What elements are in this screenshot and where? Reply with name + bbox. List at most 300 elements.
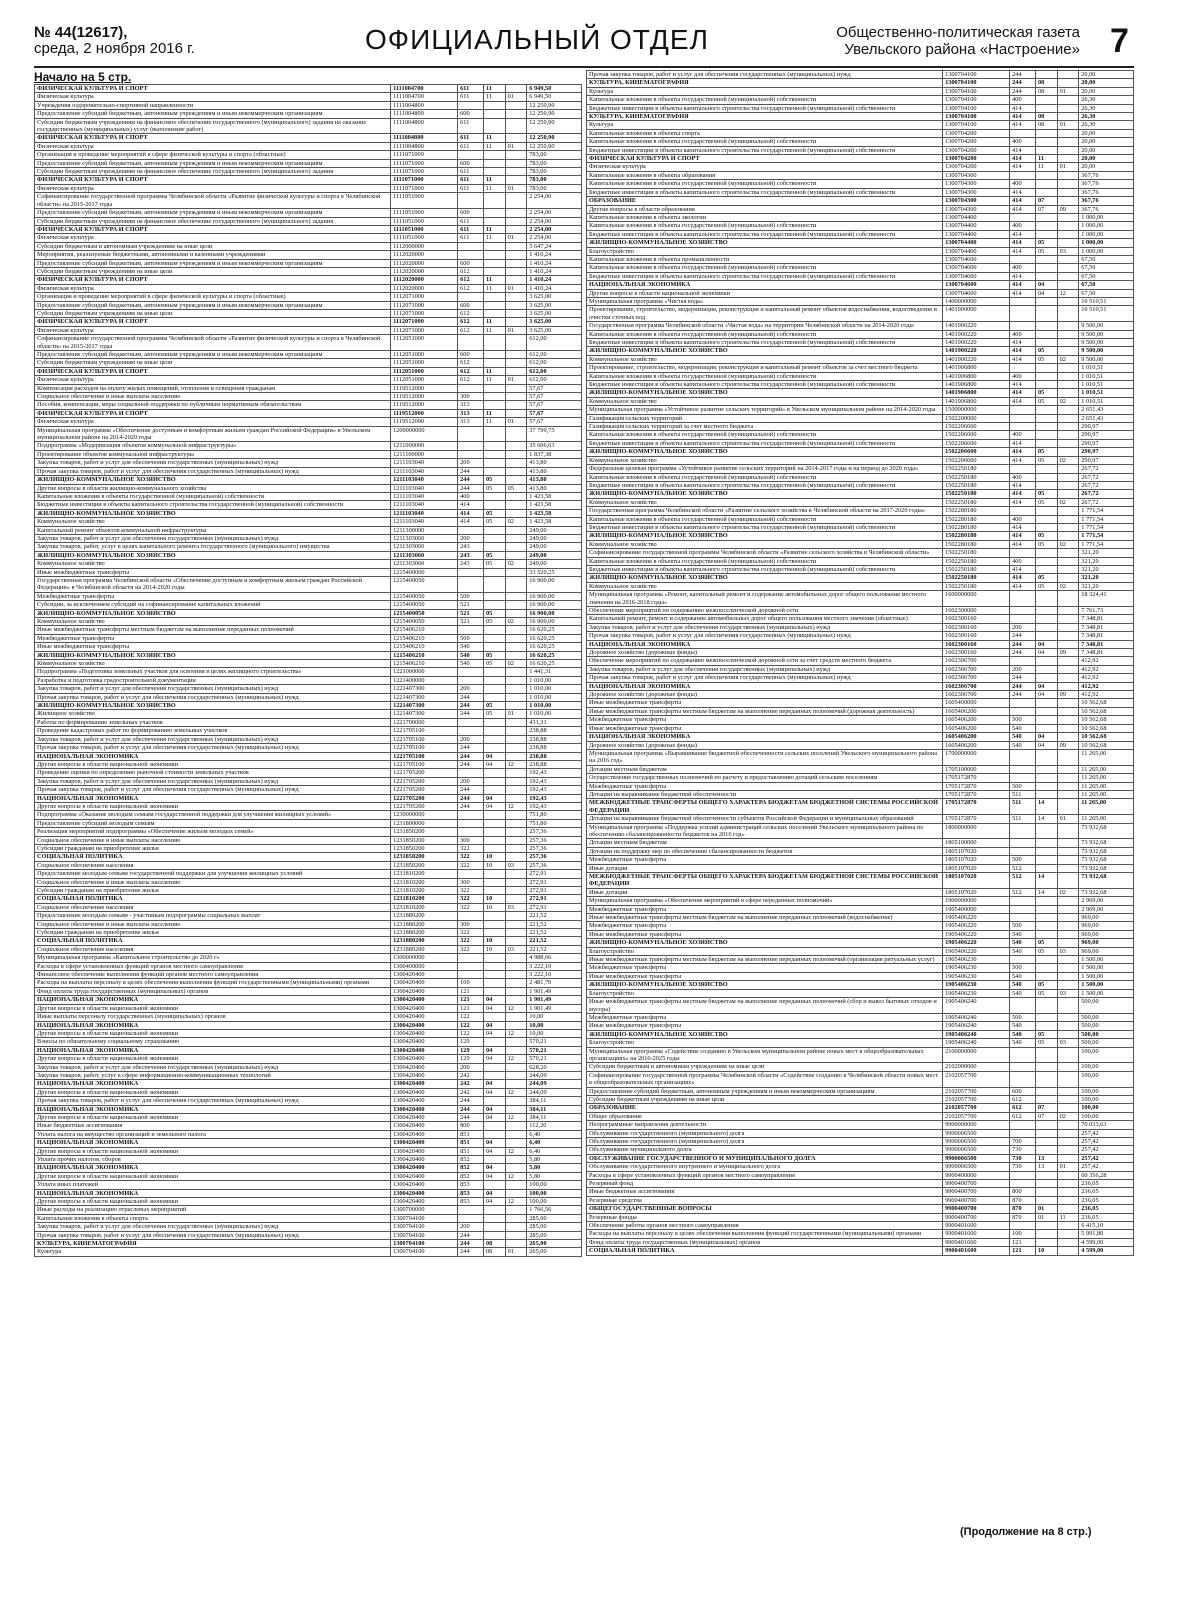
table-row (35, 819, 582, 827)
row-kvr: 853 (458, 1189, 484, 1197)
row-sum: 500,00 (1079, 1022, 1134, 1030)
row-section: 05 (1035, 574, 1057, 582)
row-sum: 35 606,63 (527, 442, 582, 450)
row-code: 1200000000 (391, 426, 458, 442)
table-row (35, 929, 582, 937)
row-kvr: 600 (458, 159, 484, 167)
row-subsection: 12 (505, 1147, 527, 1155)
row-code: 1215400050 (391, 609, 458, 617)
newspaper-name-line1: Общественно-политическая газета (836, 24, 1080, 41)
row-sum: 367,76 (1079, 188, 1134, 196)
row-kvr: 244 (1010, 87, 1036, 95)
row-name: Физическая культура (35, 376, 391, 384)
row-sum: 413,80 (527, 476, 582, 484)
row-kvr (1010, 423, 1036, 431)
row-kvr: 612 (458, 267, 484, 275)
table-row (35, 159, 582, 167)
row-section (483, 954, 505, 962)
row-name: Субсидии гражданам на приобретение жилья (35, 929, 391, 937)
row-name: Коммунальное хозяйство (35, 560, 391, 568)
row-sum: 321,20 (1079, 549, 1134, 557)
row-sum: 367,76 (1079, 171, 1134, 179)
row-section (1035, 171, 1057, 179)
row-code: 1300420400 (391, 1004, 458, 1012)
row-kvr: 244 (458, 484, 484, 492)
row-code: 1221407300 (391, 710, 458, 718)
row-section: 04 (1035, 281, 1057, 289)
row-code: 1211103040 (391, 476, 458, 484)
table-row (35, 870, 582, 878)
table-row (35, 1147, 582, 1155)
table-row (35, 718, 582, 726)
table-row (35, 1248, 582, 1256)
table-row (35, 853, 582, 861)
row-sum: 783,00 (527, 168, 582, 176)
row-sum: 1 500,00 (1079, 956, 1134, 964)
row-section (483, 359, 505, 367)
row-section: 11 (483, 367, 505, 375)
row-name: Капитальные вложения в объекты государственной (муниципальной) собственности (587, 330, 943, 338)
table-row (587, 1087, 1134, 1095)
row-name: НАЦИОНАЛЬНАЯ ЭКОНОМИКА (35, 1189, 391, 1197)
row-name: Предоставление субсидий бюджетным, автономным учреждениям и иным некоммерческим организациям (35, 159, 391, 167)
row-name: Иные расходы на реализацию отраслевых мероприятий (35, 1206, 391, 1214)
row-subsection (1057, 939, 1079, 947)
table-row (35, 459, 582, 467)
row-name: Капитальные вложения в объекты государственной (муниципальной) собственности (35, 492, 391, 500)
row-kvr: 611 (458, 118, 484, 134)
row-code: 1300420400 (391, 1172, 458, 1180)
row-section: 04 (1035, 691, 1057, 699)
row-sum: 272,91 (527, 903, 582, 911)
row-subsection (505, 509, 527, 517)
row-name: Капитальные вложения в объекты спорта (35, 1214, 391, 1222)
row-section: 04 (1035, 649, 1057, 657)
row-kvr: 121 (1010, 1247, 1036, 1255)
row-name: Физическая культура (35, 234, 391, 242)
row-subsection (505, 979, 527, 987)
row-subsection (1057, 473, 1079, 481)
row-sum: 412,92 (1079, 674, 1134, 682)
row-sum: 3 625,00 (527, 318, 582, 326)
row-subsection (1057, 856, 1079, 864)
row-code: 1300420400 (391, 1097, 458, 1105)
row-name: Другие вопросы в области национальной экономики (35, 1088, 391, 1096)
row-name: НАЦИОНАЛЬНАЯ ЭКОНОМИКА (587, 281, 943, 289)
row-section (1035, 1121, 1057, 1129)
table-row (35, 685, 582, 693)
row-name: НАЦИОНАЛЬНАЯ ЭКОНОМИКА (35, 752, 391, 760)
row-kvr: 414 (1010, 381, 1036, 389)
row-subsection (505, 668, 527, 676)
table-row (35, 1223, 582, 1231)
row-name: ЖИЛИЩНО-КОММУНАЛЬНОЕ ХОЗЯЙСТВО (35, 476, 391, 484)
row-code: 1401900220 (943, 355, 1010, 363)
row-name: Дорожное хозяйство (дорожные фонды) (587, 649, 943, 657)
table-row (35, 971, 582, 979)
row-kvr: 730 (1010, 1163, 1036, 1171)
row-kvr: 612 (458, 359, 484, 367)
row-section (1035, 507, 1057, 515)
row-name: Культура (587, 87, 943, 95)
row-section: 11 (483, 326, 505, 334)
row-section (483, 501, 505, 509)
row-section (1035, 549, 1057, 557)
row-kvr: 414 (458, 501, 484, 509)
row-section (483, 844, 505, 852)
table-row (587, 724, 1134, 732)
table-row (35, 251, 582, 259)
row-kvr: 129 (458, 1038, 484, 1046)
row-section: 07 (1035, 1112, 1057, 1120)
row-subsection (505, 1240, 527, 1248)
row-section (483, 442, 505, 450)
row-kvr: 322 (458, 903, 484, 911)
row-name: Предоставление молодым семьям - участникам подпрограммы социальных выплат (35, 912, 391, 920)
table-row (587, 1013, 1134, 1021)
row-sum: 11 265,00 (1079, 815, 1134, 823)
row-kvr (1010, 1222, 1036, 1230)
row-subsection (505, 1038, 527, 1046)
row-section (1035, 823, 1057, 839)
row-subsection (1057, 197, 1079, 205)
table-row (587, 129, 1134, 137)
row-section (483, 1231, 505, 1239)
row-subsection (505, 1122, 527, 1130)
row-subsection (505, 301, 527, 309)
row-name: Прочая закупка товаров, работ и услуг для обеспечения государственных (муниципальных) нужд (35, 744, 391, 752)
row-kvr: 121 (458, 987, 484, 995)
row-sum: 249,00 (527, 560, 582, 568)
row-subsection (505, 626, 527, 634)
row-section: 05 (1035, 397, 1057, 405)
table-row (587, 481, 1134, 489)
row-sum: 257,36 (527, 853, 582, 861)
table-row (587, 774, 1134, 782)
row-code: 1215406210 (391, 651, 458, 659)
page-number: 7 (1110, 22, 1129, 60)
row-name: Иные межбюджетные трансферты (35, 568, 391, 576)
row-section (1035, 998, 1057, 1014)
table-row (587, 330, 1134, 338)
row-sum: 221,52 (527, 920, 582, 928)
row-name: Другие вопросы в области национальной экономики (35, 802, 391, 810)
row-subsection (1057, 1087, 1079, 1095)
row-name: СОЦИАЛЬНАЯ ПОЛИТИКА (587, 1247, 943, 1255)
row-kvr: 244 (458, 786, 484, 794)
row-name: НАЦИОНАЛЬНАЯ ЭКОНОМИКА (587, 682, 943, 690)
row-name: Иные бюджетные ассигнования (587, 1188, 943, 1196)
row-kvr: 244 (458, 1113, 484, 1121)
row-section: 05 (1035, 532, 1057, 540)
row-kvr (458, 151, 484, 159)
row-subsection (505, 259, 527, 267)
row-section (483, 118, 505, 134)
row-sum: 783,00 (527, 159, 582, 167)
table-row (35, 794, 582, 802)
row-name: Иные межбюджетные трансферты (587, 972, 943, 980)
row-subsection (1057, 180, 1079, 188)
table-row (587, 897, 1134, 905)
row-sum: 384,11 (527, 1105, 582, 1113)
table-row (587, 490, 1134, 498)
row-sum: 612,00 (527, 359, 582, 367)
row-section: 10 (483, 861, 505, 869)
row-code: 1800000000 (943, 823, 1010, 839)
row-code: 1300420400 (391, 996, 458, 1004)
row-subsection (505, 209, 527, 217)
row-subsection (1057, 640, 1079, 648)
table-row (35, 193, 582, 209)
row-code: 1211300000 (391, 526, 458, 534)
row-subsection (505, 193, 527, 209)
row-sum: 4 599,00 (1079, 1238, 1134, 1246)
row-sum: 6 949,50 (527, 93, 582, 101)
row-name: Другие вопросы в области жилищно-коммунального хозяйства (35, 484, 391, 492)
row-kvr: 122 (458, 1013, 484, 1021)
table-row (587, 905, 1134, 913)
row-code: 1502206600 (943, 439, 1010, 447)
row-section (483, 293, 505, 301)
row-code: 1300420400 (391, 1198, 458, 1206)
row-subsection (505, 1231, 527, 1239)
table-row (35, 1063, 582, 1071)
row-kvr: 400 (1010, 330, 1036, 338)
row-name: НАЦИОНАЛЬНАЯ ЭКОНОМИКА (35, 1164, 391, 1172)
row-code: 1112071000 (391, 318, 458, 326)
table-row (35, 861, 582, 869)
row-name: Муниципальная программа «Чистая вода» (587, 297, 943, 305)
newspaper-name-line2: Увельского района «Настроение» (844, 41, 1080, 58)
row-name: МЕЖБЮДЖЕТНЫЕ ТРАНСФЕРТЫ ОБЩЕГО ХАРАКТЕРА БЮДЖЕТАМ БЮДЖЕТНОЙ СИСТЕМЫ РОССИЙСКОЙ ФЕДЕРАЦИИ (587, 873, 943, 889)
row-kvr: 853 (458, 1181, 484, 1189)
row-sum: 3 222,10 (527, 962, 582, 970)
row-code: 1300420400 (391, 1139, 458, 1147)
row-sum: 100,00 (527, 1189, 582, 1197)
row-code: 1221407300 (391, 702, 458, 710)
table-row (587, 790, 1134, 798)
row-kvr: 243 (458, 560, 484, 568)
table-row (35, 1181, 582, 1189)
row-subsection (505, 735, 527, 743)
row-sum: 16 900,00 (527, 609, 582, 617)
row-section: 11 (483, 418, 505, 426)
row-code: 1300420400 (391, 1013, 458, 1021)
row-code: 1502250180 (943, 565, 1010, 573)
row-subsection (1057, 372, 1079, 380)
row-subsection (1057, 549, 1079, 557)
row-kvr: 870 (1010, 1205, 1036, 1213)
table-row (587, 289, 1134, 297)
row-kvr: 244 (458, 794, 484, 802)
table-row (35, 151, 582, 159)
row-code: 1300704100 (943, 87, 1010, 95)
row-code: 9900400700 (943, 1213, 1010, 1221)
row-code: 9900401600 (943, 1230, 1010, 1238)
row-name: Закупка товаров, работ и услуг для обеспечения государственных (муниципальных) нужд (587, 665, 943, 673)
row-name: Другие вопросы в области национальной экономики (35, 1004, 391, 1012)
row-code: 1502280180 (943, 540, 1010, 548)
row-kvr: 243 (458, 551, 484, 559)
row-name: Разработка и подготовка градостроительной документации (35, 676, 391, 684)
row-subsection (1057, 790, 1079, 798)
row-section (483, 351, 505, 359)
row-name: Физическая культура (35, 326, 391, 334)
row-sum: 265,00 (527, 1248, 582, 1256)
row-sum: 11 265,00 (1079, 774, 1134, 782)
row-section (1035, 381, 1057, 389)
row-section (483, 1130, 505, 1138)
row-subsection (505, 242, 527, 250)
row-code: 1221705200 (391, 802, 458, 810)
row-subsection (505, 1156, 527, 1164)
row-sum: 12 250,90 (527, 134, 582, 142)
row-subsection (505, 878, 527, 886)
row-kvr: 500 (1010, 856, 1036, 864)
row-sum: 100,00 (1079, 1095, 1134, 1103)
row-section: 05 (1035, 1039, 1057, 1047)
row-sum: 73 932,68 (1079, 873, 1134, 889)
row-section: 13 (1035, 1154, 1057, 1162)
row-sum: 67,50 (1079, 289, 1134, 297)
row-sum: 244,09 (527, 1071, 582, 1079)
table-row (35, 134, 582, 142)
row-kvr: 611 (458, 176, 484, 184)
row-code: 1215400050 (391, 618, 458, 626)
row-sum: 6,40 (527, 1139, 582, 1147)
row-name: Субсидии гражданам на приобретение жилья (35, 887, 391, 895)
row-section (483, 110, 505, 118)
row-sum: 192,43 (527, 786, 582, 794)
table-row (35, 1038, 582, 1046)
row-sum: 500,00 (1079, 1030, 1134, 1038)
table-row (587, 121, 1134, 129)
table-row (587, 1154, 1134, 1162)
table-row (587, 665, 1134, 673)
row-kvr: 414 (1010, 239, 1036, 247)
row-sum: 1 901,49 (527, 996, 582, 1004)
row-subsection (505, 693, 527, 701)
row-subsection: 01 (505, 142, 527, 150)
row-code: 2102057700 (943, 1095, 1010, 1103)
row-code: 1111004800 (391, 142, 458, 150)
row-kvr: 540 (1010, 741, 1036, 749)
row-subsection: 12 (505, 1029, 527, 1037)
row-sum: 20,00 (1079, 146, 1134, 154)
page-header (0, 0, 1178, 70)
row-subsection (505, 568, 527, 576)
row-kvr: 244 (1010, 674, 1036, 682)
table-row (587, 138, 1134, 146)
row-subsection: 02 (1057, 456, 1079, 464)
row-code: 9900006500 (943, 1129, 1010, 1137)
row-sum: 6 415,10 (1079, 1222, 1134, 1230)
row-name: Другие вопросы в области национальной экономики (35, 760, 391, 768)
row-sum: 257,42 (1079, 1163, 1134, 1171)
row-sum: 290,97 (1079, 448, 1134, 456)
row-section: 04 (483, 802, 505, 810)
row-subsection (1057, 956, 1079, 964)
row-sum: 969,00 (1079, 914, 1134, 922)
row-kvr (1010, 905, 1036, 913)
row-sum: 16 900,00 (527, 592, 582, 600)
row-code: 1905406220 (943, 947, 1010, 955)
row-section (1035, 897, 1057, 905)
row-sum: 290,97 (1079, 423, 1134, 431)
row-kvr: 122 (458, 1029, 484, 1037)
row-sum: 2 481,70 (527, 979, 582, 987)
row-subsection (1057, 406, 1079, 414)
row-kvr: 414 (1010, 574, 1036, 582)
row-kvr: 851 (458, 1139, 484, 1147)
row-name: НАЦИОНАЛЬНАЯ ЭКОНОМИКА (35, 996, 391, 1004)
row-subsection (505, 954, 527, 962)
row-sum: 7 348,81 (1079, 640, 1134, 648)
row-section: 11 (483, 376, 505, 384)
row-sum: 267,72 (1079, 490, 1134, 498)
row-name: Иные бюджетные ассигнования (35, 1122, 391, 1130)
row-subsection (505, 293, 527, 301)
row-subsection (1057, 1180, 1079, 1188)
row-kvr (458, 811, 484, 819)
row-name: Государственная программа Челябинской области «Чистая вода» на территории Челябинской области на 2014-2020 годы (587, 322, 943, 330)
row-name: ФИЗИЧЕСКАЯ КУЛЬТУРА И СПОРТ (35, 318, 391, 326)
row-section: 04 (483, 752, 505, 760)
table-row (587, 1238, 1134, 1246)
row-name: Закупка товаров, работ, услуг в сфере информационно-коммуникационных технологий (35, 1071, 391, 1079)
table-row (587, 465, 1134, 473)
row-code: 9900400000 (943, 1171, 1010, 1179)
row-subsection (1057, 591, 1079, 607)
table-row (35, 702, 582, 710)
row-kvr: 600 (458, 259, 484, 267)
row-subsection: 01 (505, 184, 527, 192)
row-section (483, 727, 505, 735)
row-sum: 192,43 (527, 769, 582, 777)
row-subsection (505, 643, 527, 651)
row-sum: 100,00 (1079, 1047, 1134, 1063)
row-subsection (1057, 515, 1079, 523)
row-name: Физическая культура (35, 184, 391, 192)
row-sum: 272,91 (527, 887, 582, 895)
row-subsection (505, 937, 527, 945)
table-row (587, 682, 1134, 690)
row-section (483, 693, 505, 701)
table-row (587, 1063, 1134, 1071)
row-sum: 257,36 (527, 828, 582, 836)
row-kvr: 244 (1010, 691, 1036, 699)
row-code: 1300704100 (391, 1248, 458, 1256)
row-sum: 6,40 (527, 1130, 582, 1138)
row-sum: 1 410,24 (527, 259, 582, 267)
table-row (587, 264, 1134, 272)
row-kvr: 500 (1010, 964, 1036, 972)
row-kvr (1010, 956, 1036, 964)
row-kvr: 414 (1010, 389, 1036, 397)
row-sum: 192,43 (527, 794, 582, 802)
row-kvr: 244 (458, 467, 484, 475)
row-sum: 384,11 (527, 1097, 582, 1105)
row-sum: 11 265,00 (1079, 799, 1134, 815)
row-code: 1300704600 (943, 272, 1010, 280)
table-row (35, 209, 582, 217)
row-subsection (1057, 1129, 1079, 1137)
row-name: Субсидии бюджетным учреждениям на иные цели (587, 1095, 943, 1103)
row-sum: 431,31 (527, 718, 582, 726)
row-name: Предоставление молодым семьям государственной поддержки для улучшения жилищных условий (35, 870, 391, 878)
row-code: 1300420400 (391, 1080, 458, 1088)
table-row (35, 551, 582, 559)
